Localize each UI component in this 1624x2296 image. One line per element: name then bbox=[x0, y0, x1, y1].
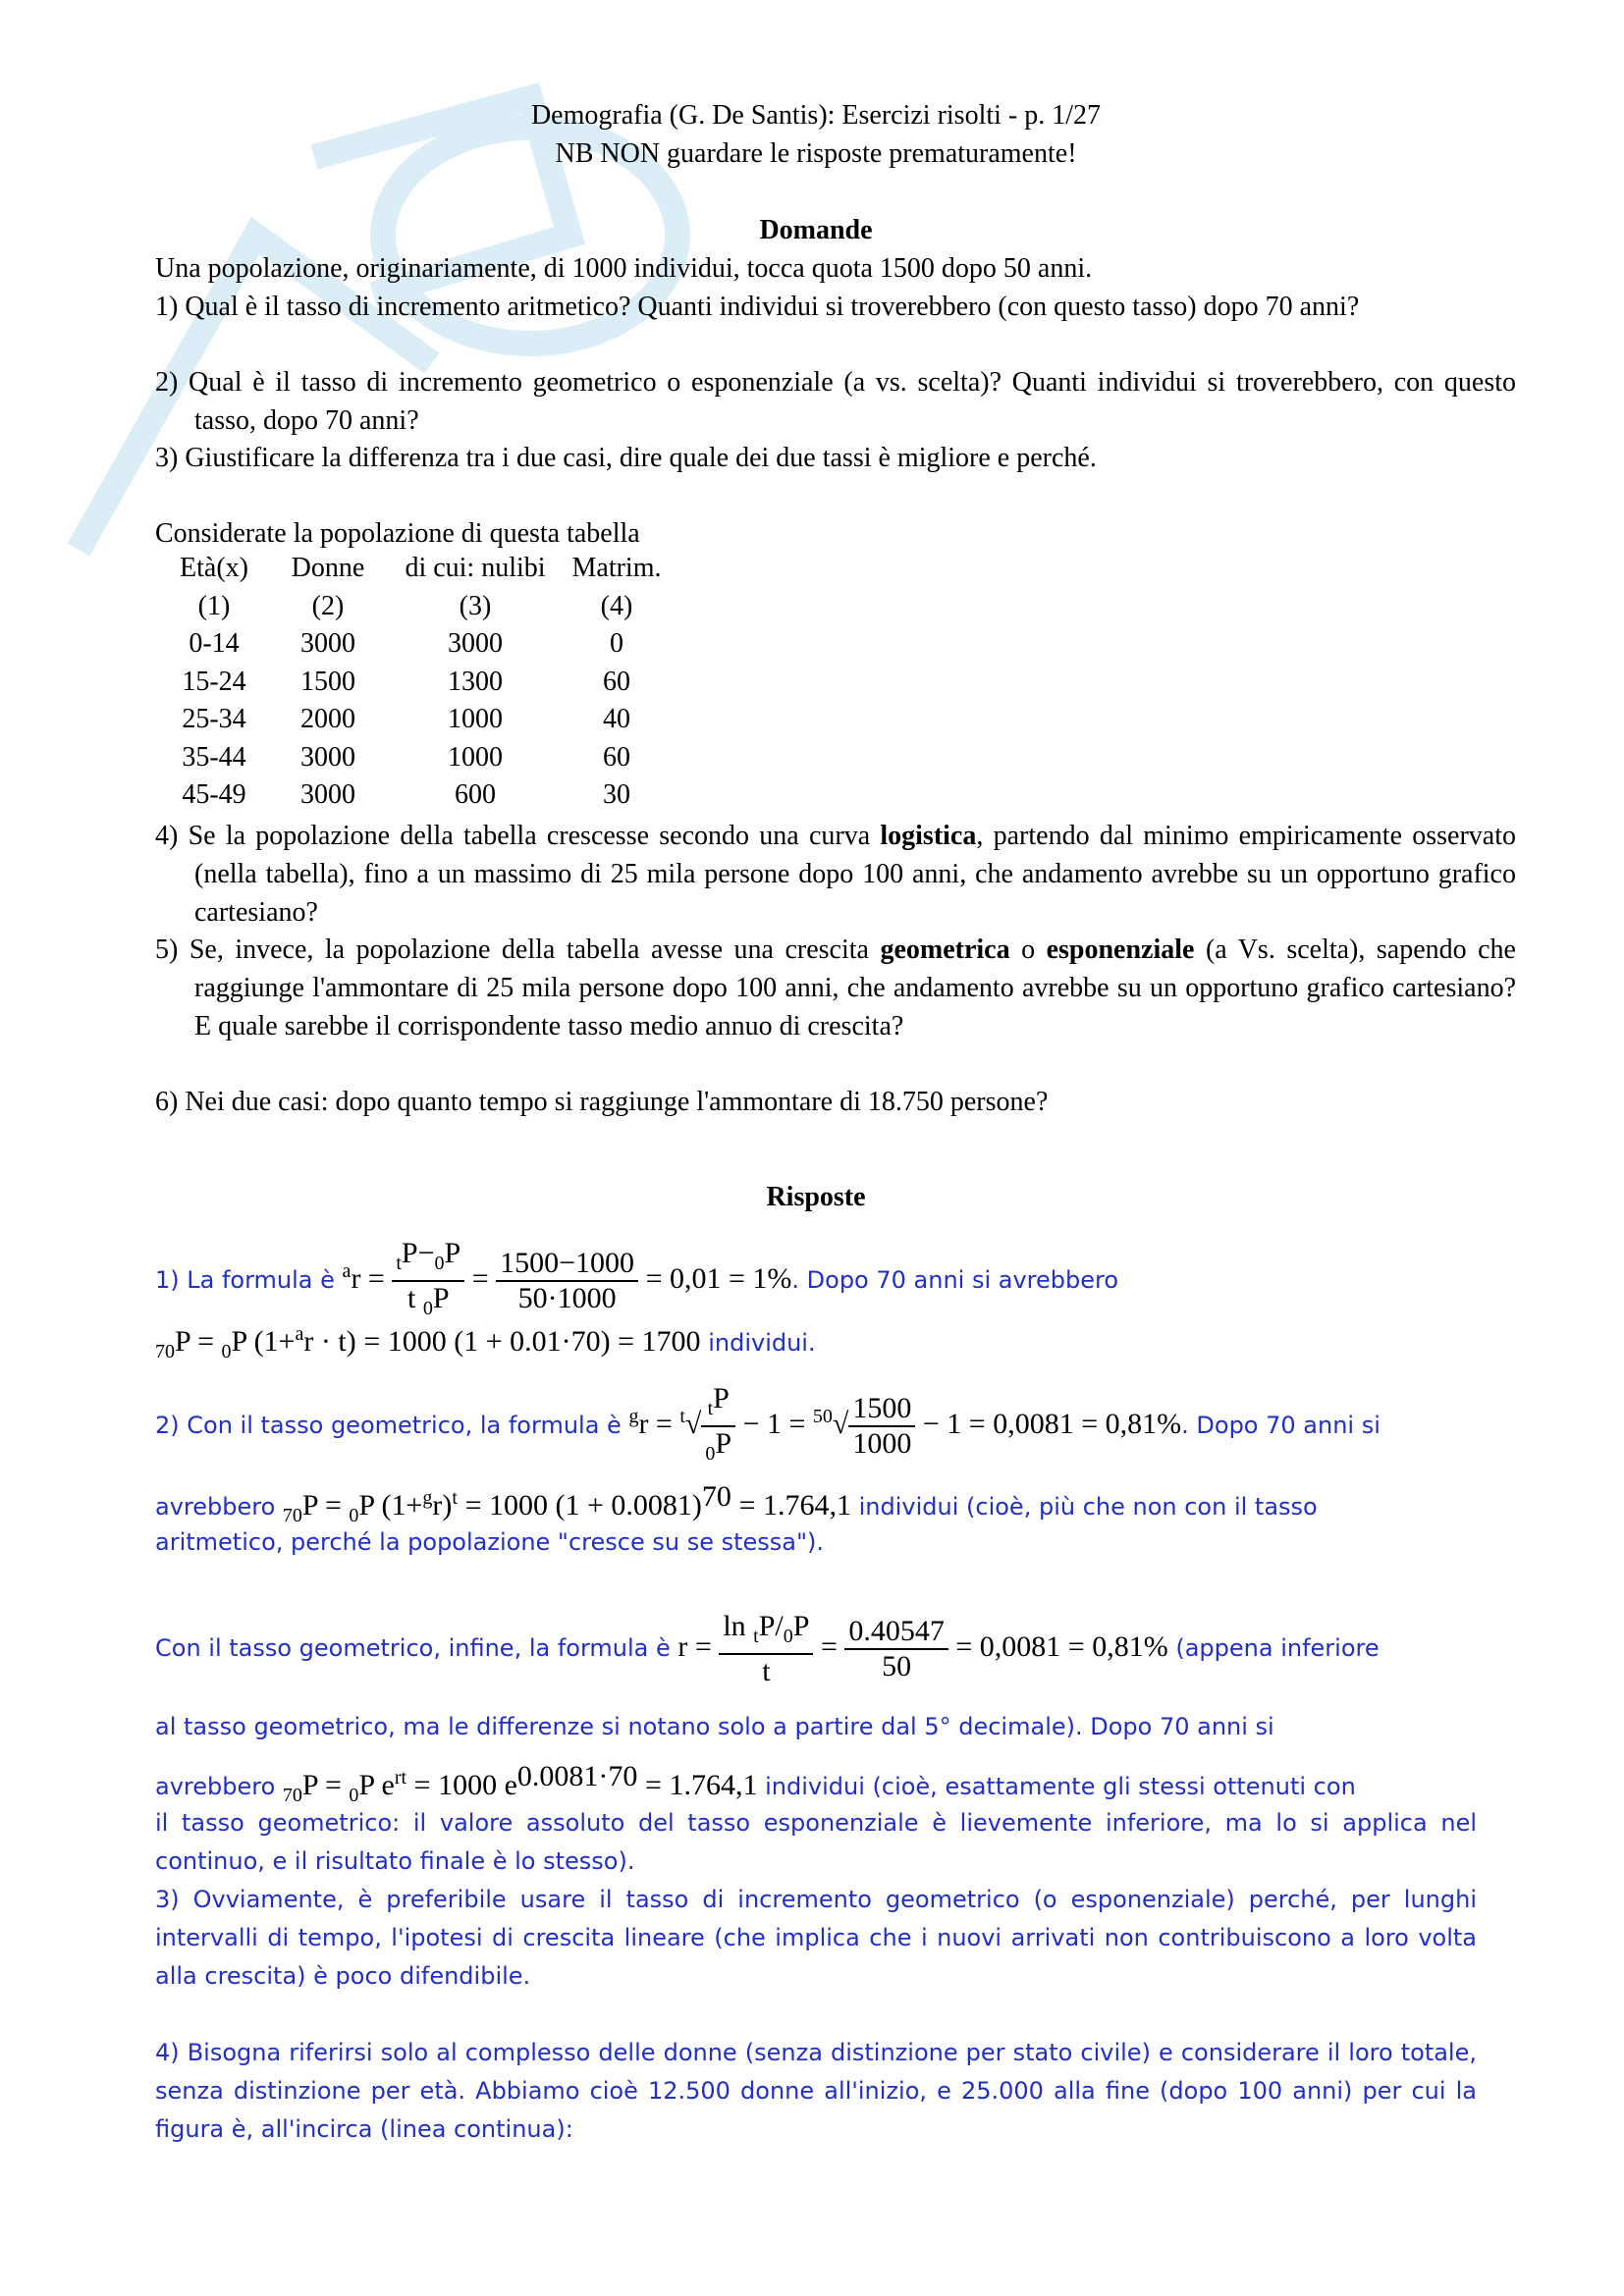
answer-1-projection: = 1000 (1 + 0.01·70) = 1700 bbox=[363, 1325, 701, 1358]
table-cell: 3000 bbox=[448, 628, 503, 659]
question-5-text-b: (a Vs. scelta), sapendo che raggiunge l'ammontare di 25 mila persone dopo 100 anni, che andamento avrebbe su un opportuno grafico cartesiano? E quale sarebbe il corrispondente tasso medio annuo di crescita? bbox=[194, 934, 1516, 1041]
table-colnum: (2) bbox=[311, 590, 345, 621]
answer-2b-numerator: 0.40547 bbox=[844, 1615, 948, 1650]
table-cell: 35-44 bbox=[182, 741, 246, 773]
table-cell: 2000 bbox=[300, 704, 355, 734]
answer-1-lead: 1) La formula è bbox=[155, 1265, 335, 1294]
answer-2-result: − 1 = 0,0081 = 0,81% bbox=[922, 1407, 1182, 1440]
question-5 bbox=[155, 931, 1516, 1045]
answer-2-line bbox=[155, 1382, 1477, 1470]
answer-2b-tail: (appena inferiore bbox=[1175, 1633, 1380, 1662]
table-cell: 40 bbox=[603, 704, 630, 734]
table-cell: 60 bbox=[603, 666, 630, 697]
question-5-text-mid: o bbox=[1009, 934, 1047, 965]
table-colnum-row bbox=[155, 588, 666, 626]
answer-1-unit: individui. bbox=[708, 1329, 816, 1357]
answer-2b-lead-2: avrebbero bbox=[155, 1773, 276, 1800]
answer-1-numerator: 1500−1000 bbox=[496, 1247, 638, 1282]
table-cell: 1500 bbox=[300, 666, 355, 697]
table-cell: 3000 bbox=[300, 779, 355, 810]
answer-2b-lead: Con il tasso geometrico, infine, la formula è bbox=[155, 1633, 671, 1662]
question-1: 1) Qual è il tasso di incremento aritmetico? Quanti individui si troverebbero (con questo tasso) dopo 70 anni? bbox=[155, 292, 1360, 322]
table-header: di cui: nulibi bbox=[405, 553, 546, 583]
table-row bbox=[155, 776, 666, 815]
table-cell: 1000 bbox=[448, 704, 503, 734]
answer-3: 3) Ovviamente, è preferibile usare il tasso di incremento geometrico (o esponenziale) perché, per lunghi intervalli di tempo, l'ipotesi di crescita lineare (che implica che i nuovi arrivati non contribuiscono a loro volta alla crescita) è poco difendibile. bbox=[155, 1886, 1477, 1990]
table-cell: 1300 bbox=[448, 666, 503, 697]
question-6: 6) Nei due casi: dopo quanto tempo si raggiunge l'ammontare di 18.750 persone? bbox=[155, 1087, 1049, 1117]
table-row bbox=[155, 664, 666, 702]
answer-2b-tail-2: individui (cioè, esattamente gli stessi ottenuti con bbox=[765, 1773, 1356, 1800]
answer-2b-line bbox=[155, 1610, 1477, 1688]
domande-title: Domande bbox=[759, 215, 873, 245]
answer-1-formula-2: $_{70}$P = $_0$P (1+$^a$r · t) = 1000 (1 + 0.01·70) = 1700 individui. bbox=[155, 1323, 816, 1362]
table-intro: Considerate la popolazione di questa tabella bbox=[155, 518, 640, 549]
table-header: Matrim. bbox=[571, 553, 662, 583]
answer-2-line-2: aritmetico, perché la popolazione "cresce su se stessa"). bbox=[155, 1528, 825, 1556]
question-5-keyword-2: esponenziale bbox=[1046, 934, 1195, 965]
header-line-2: NB NON guardare le risposte prematuramente! bbox=[555, 138, 1077, 169]
geometric-rate-formula: $^g$r = $^t$√ $\frac{_tP}{_0P}$ − 1 = $^{50}$√ $\frac{1500}{1000}$ − 1 = 0,0081 = 0,81% bbox=[628, 1382, 1182, 1465]
answer-2-projection: = 1000 (1 + 0.0081) bbox=[464, 1489, 702, 1522]
table-cell: 15-24 bbox=[182, 666, 246, 697]
question-3: 3) Giustificare la differenza tra i due casi, dire quale dei due tassi è migliore e perché. bbox=[155, 443, 1097, 473]
answer-1-tail: . Dopo 70 anni si avrebbero bbox=[791, 1265, 1119, 1294]
table-cell: 0 bbox=[610, 628, 623, 659]
table-cell: 600 bbox=[455, 779, 496, 810]
table-header-row bbox=[155, 550, 666, 588]
question-5-keyword-1: geometrica bbox=[880, 934, 1010, 965]
table-cell: 30 bbox=[603, 779, 630, 810]
answer-1-denominator: 50·1000 bbox=[517, 1282, 617, 1314]
answer-2-lead: 2) Con il tasso geometrico, la formula è bbox=[155, 1411, 622, 1439]
table-cell: 60 bbox=[603, 741, 630, 773]
answer-1-line bbox=[155, 1237, 1477, 1325]
question-4-keyword: logistica bbox=[880, 821, 977, 851]
domande-intro: Una popolazione, originariamente, di 1000 individui, tocca quota 1500 dopo 50 anni. bbox=[155, 253, 1093, 284]
population-table bbox=[155, 550, 666, 815]
exponential-rate-formula: r = $\frac{\ln _tP/_0P}{t}$ = $\frac{0.40547}{50}$ = 0,0081 = 0,81% bbox=[677, 1610, 1168, 1687]
answer-2-formula-2: avrebbero $_{70}$P = $_0$P $(1+^gr)^t = 1000$ $(1 + 0.0081)^{70} = 1.764,1$ individui (cioè, più che non con il tasso bbox=[155, 1480, 1318, 1526]
table-header: Età(x) bbox=[180, 553, 248, 583]
table-cell: 25-34 bbox=[182, 704, 246, 734]
question-4-text-b: , partendo dal minimo empiricamente osservato (nella tabella), fino a un massimo di 25 mila persone dopo 100 anni, che andamento avrebbe su un opportuno grafico cartesiano? bbox=[194, 821, 1516, 928]
table-row bbox=[155, 625, 666, 664]
answer-2b-exponent: 0.0081·70 bbox=[516, 1760, 638, 1792]
table-cell: 3000 bbox=[300, 628, 355, 659]
table-cell: 3000 bbox=[300, 741, 355, 773]
question-4-text-a: 4) Se la popolazione della tabella crescesse secondo una curva bbox=[155, 821, 881, 851]
answer-2-tail: . Dopo 70 anni si bbox=[1181, 1411, 1380, 1439]
answer-2-root-numerator: 1500 bbox=[848, 1392, 915, 1427]
question-5-text-a: 5) Se, invece, la popolazione della tabella avesse una crescita bbox=[155, 934, 881, 965]
table-header: Donne bbox=[291, 553, 365, 583]
answer-2b-result: = 0,0081 = 0,81% bbox=[955, 1629, 1168, 1663]
arithmetic-rate-formula: $^a$r = $\frac{_tP-_0P}{t _0P}$ = $\frac{1500-1000}{50\cdot 1000}$ = 0,01 = 1% bbox=[342, 1237, 792, 1319]
table-cell: 1000 bbox=[448, 741, 503, 773]
answer-2b-projection-result: = 1.764,1 bbox=[645, 1769, 758, 1801]
answer-2b-formula: avrebbero $_{70}$P = $_0$P $e^{rt} = 1000$ $e^{0.0081\cdot 70} = 1.764,1$ individui (cioè, esattamente gli stessi ottenuti con bbox=[155, 1760, 1356, 1806]
answer-2-root-denominator: 1000 bbox=[852, 1427, 912, 1460]
answer-2-tail-2: individui (cioè, più che non con il tasso bbox=[858, 1493, 1318, 1521]
answer-2-lead-2: avrebbero bbox=[155, 1493, 276, 1521]
answer-4: 4) Bisogna riferirsi solo al complesso delle donne (senza distinzione per stato civile) e considerare il loro totale, senza distinzione per età. Abbiamo cioè 12.500 donne all'inizio, e 25.000 alla fine (dopo 100 anni) per cui la figura è, all'incirca (linea continua): bbox=[155, 2039, 1477, 2143]
answer-1-result: = 0,01 = 1% bbox=[645, 1261, 792, 1295]
table-row bbox=[155, 739, 666, 777]
answer-2b-projection: = 1000 e bbox=[413, 1769, 517, 1801]
table-cell: 0-14 bbox=[189, 628, 240, 659]
table-colnum: (1) bbox=[197, 590, 231, 621]
answer-2-exponent: 70 bbox=[701, 1480, 731, 1513]
answer-2b-line-2: al tasso geometrico, ma le differenze si notano solo a partire dal 5° decimale). Dopo 70 anni si bbox=[155, 1713, 1274, 1740]
table-row bbox=[155, 701, 666, 739]
table-colnum: (3) bbox=[459, 590, 492, 621]
question-4 bbox=[155, 817, 1516, 932]
question-2: 2) Qual è il tasso di incremento geometrico o esponenziale (a vs. scelta)? Quanti individui si troverebbero, con questo tasso, dopo 70 anni? bbox=[155, 367, 1516, 436]
table-cell: 45-49 bbox=[182, 779, 246, 810]
table-colnum: (4) bbox=[600, 590, 633, 621]
risposte-title: Risposte bbox=[766, 1182, 866, 1212]
answer-2-projection-result: = 1.764,1 bbox=[738, 1489, 851, 1522]
answer-2b-line-4: il tasso geometrico: il valore assoluto del tasso esponenziale è lievemente inferiore, ma lo si applica nel continuo, e il risultato finale è lo stesso). bbox=[155, 1809, 1477, 1875]
header-line-1: Demografia (G. De Santis): Esercizi risolti - p. 1/27 bbox=[530, 100, 1102, 131]
answer-2b-denominator: 50 bbox=[882, 1650, 912, 1682]
